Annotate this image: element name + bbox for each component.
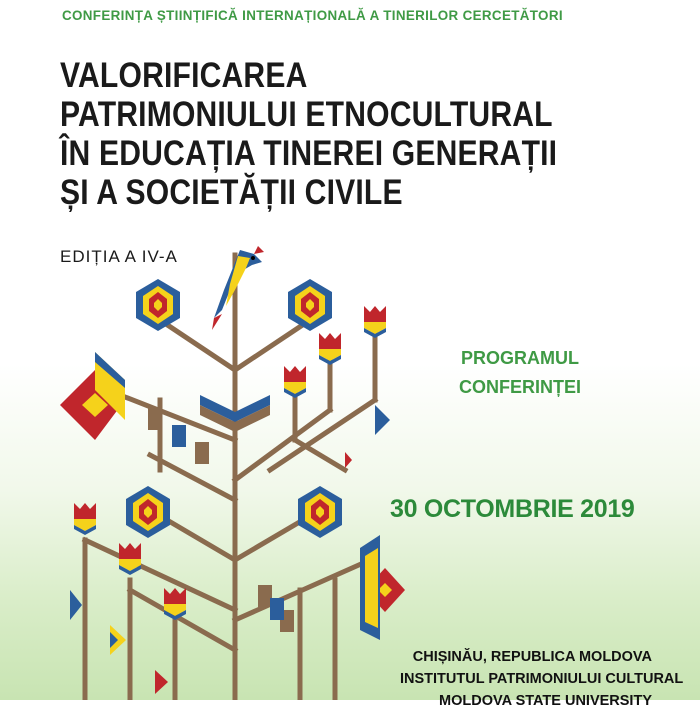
location-line-1: CHIȘINĂU, REPUBLICA MOLDOVA [412,649,652,665]
location-line-2: INSTITUTUL PATRIMONIULUI CULTURAL [400,671,684,687]
location-block [400,646,700,712]
edition-label: EDIȚIA A IV-A [60,247,178,266]
program-heading [420,344,620,402]
title-line-2: PATRIMONIULUI ETNOCULTURAL [60,95,553,134]
conference-subtitle: CONFERINȚA ȘTIINȚIFICĂ INTERNAȚIONALĂ A TINERILOR CERCETĂTORI [62,8,563,23]
program-line-2: CONFERINȚEI [458,377,581,397]
location-line-3: MOLDOVA STATE UNIVERSITY [439,693,652,709]
bird-icon [212,246,264,330]
title-line-4: ȘI A SOCIETĂȚII CIVILE [60,173,403,212]
title-line-3: ÎN EDUCAȚIA TINEREI GENERAȚII [60,134,558,173]
title-line-1: VALORIFICAREA [60,56,308,95]
program-line-1: PROGRAMUL [461,348,579,368]
event-date: 30 OCTOMBRIE 2019 [390,495,635,523]
